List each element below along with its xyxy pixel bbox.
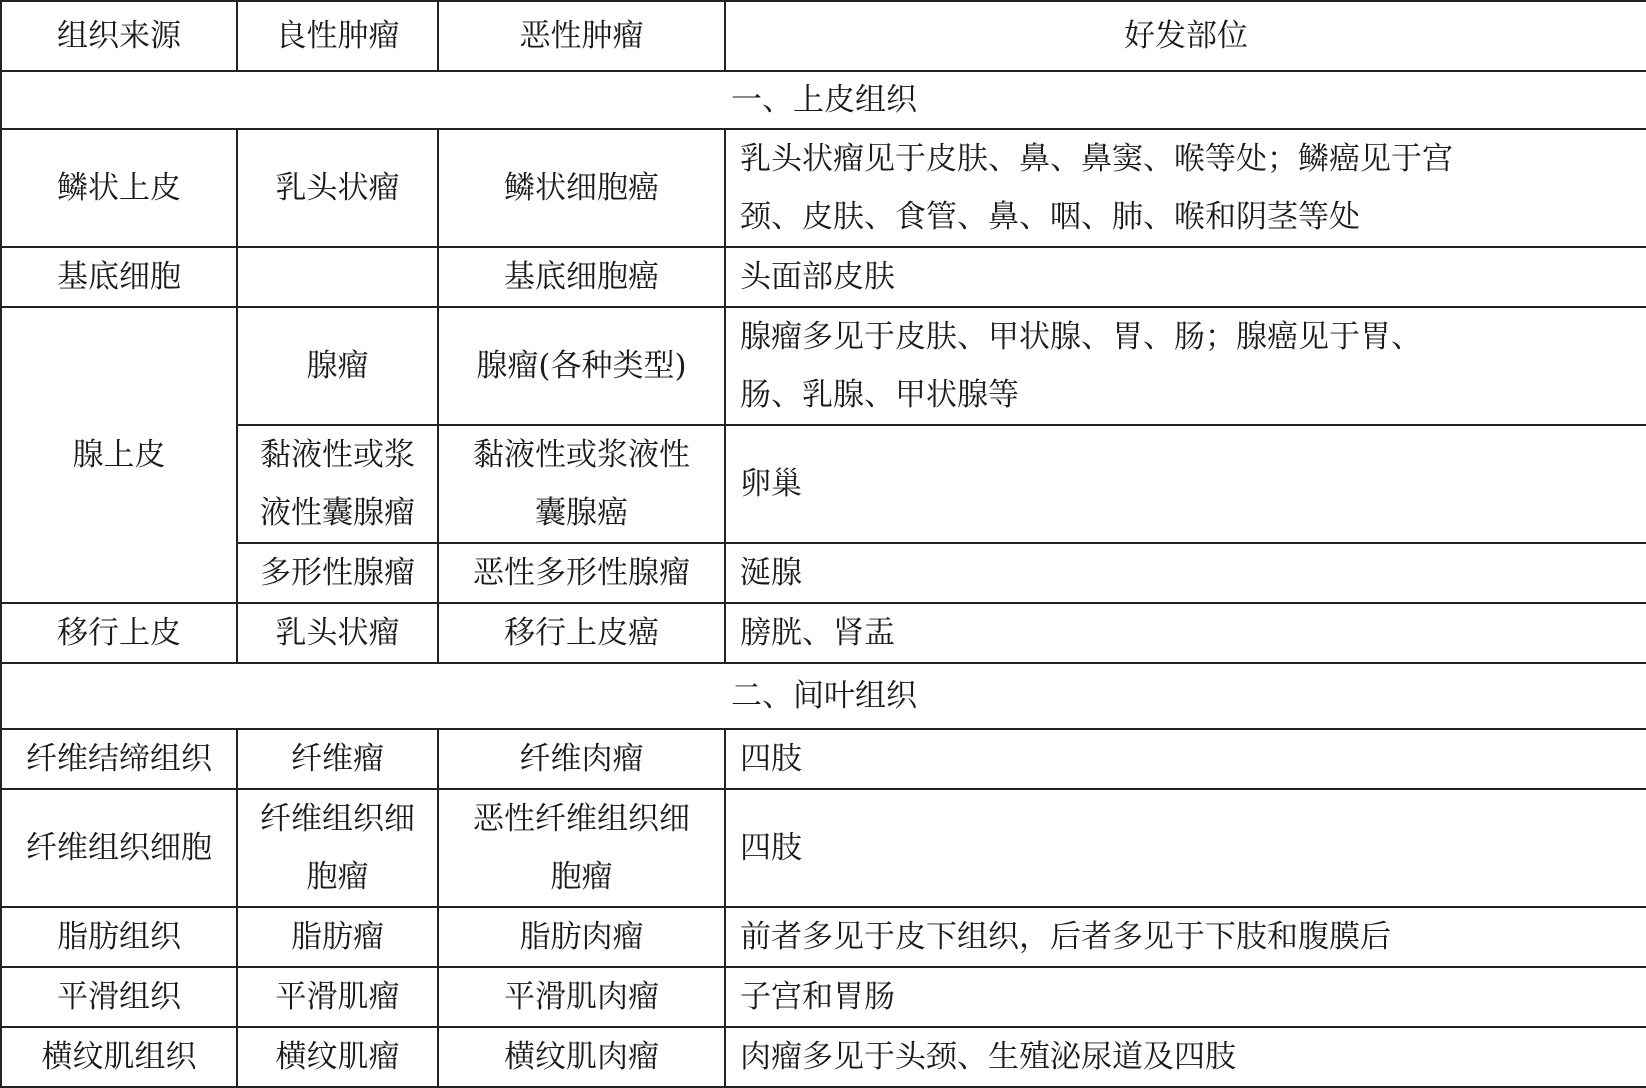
origin-cell: 纤维结缔组织 xyxy=(1,729,237,789)
section-row xyxy=(1,663,1646,729)
table-row xyxy=(1,129,1646,247)
malignant-cell: 腺瘤(各种类型) xyxy=(438,307,725,425)
benign-cell: 腺瘤 xyxy=(237,307,438,425)
site-cell: 肉瘤多见于头颈、生殖泌尿道及四肢 xyxy=(725,1027,1646,1087)
table-row xyxy=(1,907,1646,967)
site-cell: 涎腺 xyxy=(725,543,1646,603)
header-site: 好发部位 xyxy=(725,1,1646,71)
site-cell: 头面部皮肤 xyxy=(725,247,1646,307)
cell-line: 胞瘤 xyxy=(550,859,613,895)
table-row xyxy=(1,1027,1646,1087)
site-line: 颈、皮肤、食管、鼻、咽、肺、喉和阴茎等处 xyxy=(740,199,1360,235)
benign-cell: 脂肪瘤 xyxy=(237,907,438,967)
malignant-cell: 脂肪肉瘤 xyxy=(438,907,725,967)
malignant-cell: 恶性多形性腺瘤 xyxy=(438,543,725,603)
cell-line: 液性囊腺瘤 xyxy=(260,495,415,531)
site-cell: 四肢 xyxy=(725,789,1646,907)
malignant-cell: 纤维肉瘤 xyxy=(438,729,725,789)
benign-cell: 纤维瘤 xyxy=(237,729,438,789)
site-cell xyxy=(725,307,1646,425)
table-row xyxy=(1,425,1646,543)
site-cell: 卵巢 xyxy=(725,425,1646,543)
site-line: 乳头状瘤见于皮肤、鼻、鼻窦、喉等处；鳞癌见于宫 xyxy=(740,141,1453,177)
cell-line: 恶性纤维组织细 xyxy=(473,801,690,837)
benign-cell xyxy=(237,247,438,307)
table-row xyxy=(1,603,1646,663)
origin-cell: 平滑组织 xyxy=(1,967,237,1027)
benign-cell: 多形性腺瘤 xyxy=(237,543,438,603)
header-malignant: 恶性肿瘤 xyxy=(438,1,725,71)
table-row xyxy=(1,729,1646,789)
cell-line: 胞瘤 xyxy=(306,859,369,895)
table-row xyxy=(1,307,1646,425)
malignant-cell: 鳞状细胞癌 xyxy=(438,129,725,247)
section-title: 二、间叶组织 xyxy=(1,663,1646,729)
origin-cell: 脂肪组织 xyxy=(1,907,237,967)
malignant-cell xyxy=(438,789,725,907)
cell-line: 纤维组织细 xyxy=(260,801,415,837)
benign-cell: 乳头状瘤 xyxy=(237,129,438,247)
origin-cell: 纤维组织细胞 xyxy=(1,789,237,907)
benign-cell xyxy=(237,789,438,907)
section-row xyxy=(1,71,1646,129)
benign-cell xyxy=(237,425,438,543)
malignant-cell: 横纹肌肉瘤 xyxy=(438,1027,725,1087)
malignant-cell: 移行上皮癌 xyxy=(438,603,725,663)
origin-cell: 基底细胞 xyxy=(1,247,237,307)
cell-line: 囊腺癌 xyxy=(535,495,628,531)
site-cell: 子宫和胃肠 xyxy=(725,967,1646,1027)
origin-cell: 腺上皮 xyxy=(1,307,237,603)
cell-line: 黏液性或浆液性 xyxy=(473,437,690,473)
table-row xyxy=(1,247,1646,307)
site-line: 腺瘤多见于皮肤、甲状腺、胃、肠；腺癌见于胃、 xyxy=(740,319,1422,355)
section-title: 一、上皮组织 xyxy=(1,71,1646,129)
malignant-cell xyxy=(438,425,725,543)
malignant-cell: 基底细胞癌 xyxy=(438,247,725,307)
site-cell: 膀胱、肾盂 xyxy=(725,603,1646,663)
benign-cell: 乳头状瘤 xyxy=(237,603,438,663)
origin-cell: 鳞状上皮 xyxy=(1,129,237,247)
origin-cell: 移行上皮 xyxy=(1,603,237,663)
table-row xyxy=(1,543,1646,603)
header-benign: 良性肿瘤 xyxy=(237,1,438,71)
benign-cell: 横纹肌瘤 xyxy=(237,1027,438,1087)
table-row xyxy=(1,789,1646,907)
header-origin: 组织来源 xyxy=(1,1,237,71)
origin-cell: 横纹肌组织 xyxy=(1,1027,237,1087)
header-row xyxy=(1,1,1646,71)
site-cell xyxy=(725,129,1646,247)
site-cell: 前者多见于皮下组织，后者多见于下肢和腹膜后 xyxy=(725,907,1646,967)
cell-line: 黏液性或浆 xyxy=(260,437,415,473)
site-cell: 四肢 xyxy=(725,729,1646,789)
benign-cell: 平滑肌瘤 xyxy=(237,967,438,1027)
site-line: 肠、乳腺、甲状腺等 xyxy=(740,377,1019,413)
table-row xyxy=(1,967,1646,1027)
malignant-cell: 平滑肌肉瘤 xyxy=(438,967,725,1027)
